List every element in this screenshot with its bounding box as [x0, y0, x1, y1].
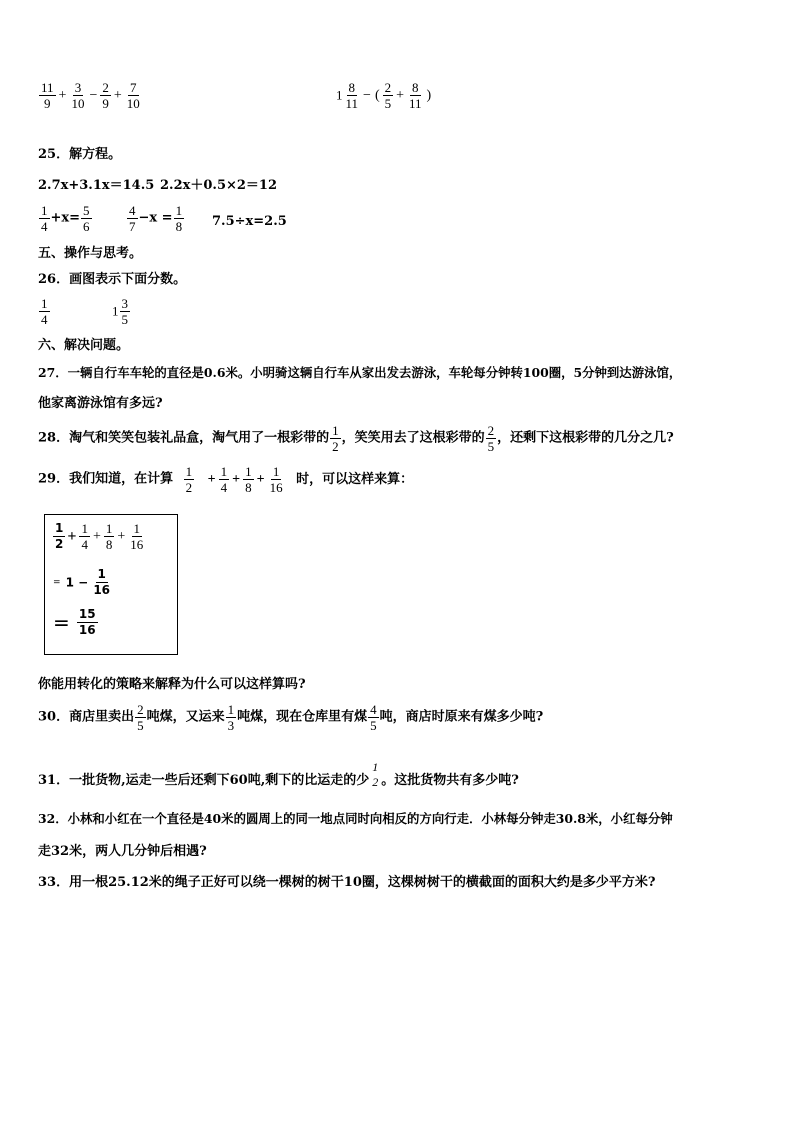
- expression-left: $\frac{11}{9}$ + $\frac{3}{10}$ − $\frac{2}{9}$ + $\frac{7}{10}$: [41, 80, 140, 111]
- box-row-1: $\frac{1}{2}$ + $\frac{1}{4}$ + $\frac{1}{8}$ + $\frac{1}{16}$: [55, 521, 144, 552]
- mixed-fraction: 1 $\frac{3}{5}$: [112, 296, 128, 327]
- question-31: 31．一批货物,运走一些后还剩下60吨,剩下的比运走的少 1 2 。这批货物共有多少吨?: [38, 760, 519, 789]
- fraction: $\frac{11}{9}$: [41, 80, 54, 111]
- question-29-prompt: 你能用转化的策略来解释为什么可以这样算吗?: [38, 677, 306, 692]
- equation-2: 2.2x＋0.5×2＝12: [160, 178, 278, 193]
- fraction: $\frac{7}{10}$: [126, 80, 140, 111]
- equation-4: $\frac{4}{7}$ −x = $\frac{1}{8}$: [129, 203, 183, 234]
- equation-3: $\frac{1}{4}$ +x= $\frac{5}{6}$: [41, 203, 90, 234]
- question-28: 28．淘气和笑笑包装礼品盒，淘气用了一根彩带的 $\frac{1}{2}$ ，笑笑用去了这根彩带的 $\frac{2}{5}$ ，还剩下这根彩带的几分之几?: [38, 423, 674, 454]
- fraction: $\frac{2}{5}$: [384, 80, 392, 111]
- question-32-line-1: 32．小林和小红在一个直径是40米的圆周上的同一地点同时向相反的方向行走．小林每分钟走30.8米，小红每分钟: [38, 811, 673, 826]
- calculation-box: [44, 514, 178, 655]
- fraction-one-quarter: $\frac{1}{4}$: [41, 296, 48, 327]
- box-row-2: = 1 − $\frac{1}{16}$: [53, 567, 111, 597]
- fraction: $\frac{3}{10}$: [71, 80, 85, 111]
- section-6-heading: 六、解决问题。: [38, 338, 130, 353]
- fraction: $\frac{8}{11}$: [409, 80, 422, 111]
- question-25-title: 25．解方程。: [38, 147, 122, 162]
- question-30: 30．商店里卖出 $\frac{2}{5}$ 吨煤，又运来 $\frac{1}{3}$ 吨煤，现在仓库里有煤 $\frac{4}{5}$ 吨，商店时原来有煤多少吨?: [38, 702, 544, 733]
- expression-right: 1 $\frac{8}{11}$ − ( $\frac{2}{5}$ + $\frac{8}{11}$ ): [336, 80, 432, 111]
- question-32-line-2: 走32米，两人几分钟后相遇?: [38, 844, 207, 859]
- equation-1: 2.7x+3.1x＝14.5: [38, 178, 155, 193]
- box-row-3: = $\frac{15}{16}$: [53, 607, 96, 637]
- fraction: $\frac{2}{9}$: [102, 80, 109, 111]
- fraction: $\frac{8}{11}$: [345, 80, 359, 111]
- question-27-line-1: 27．一辆自行车车轮的直径是0.6米。小明骑这辆自行车从家出发去游泳，车轮每分钟转100圈，5分钟到达游泳馆，: [38, 365, 682, 380]
- equation-5: 7.5÷x=2.5: [212, 214, 287, 229]
- question-27-line-2: 他家离游泳馆有多远?: [38, 396, 163, 411]
- question-29: 29．我们知道，在计算 $\frac{1}{2}$ + $\frac{1}{4}$ + $\frac{1}{8}$ + $\frac{1}{16}$ 时，可以这样来算：: [38, 464, 414, 495]
- section-5-heading: 五、操作与思考。: [38, 246, 143, 261]
- question-33: 33．用一根25.12米的绳子正好可以绕一棵树的树干10圈，这棵树树干的横截面的面积大约是多少平方米?: [38, 875, 656, 890]
- question-26-title: 26．画图表示下面分数。: [38, 272, 187, 287]
